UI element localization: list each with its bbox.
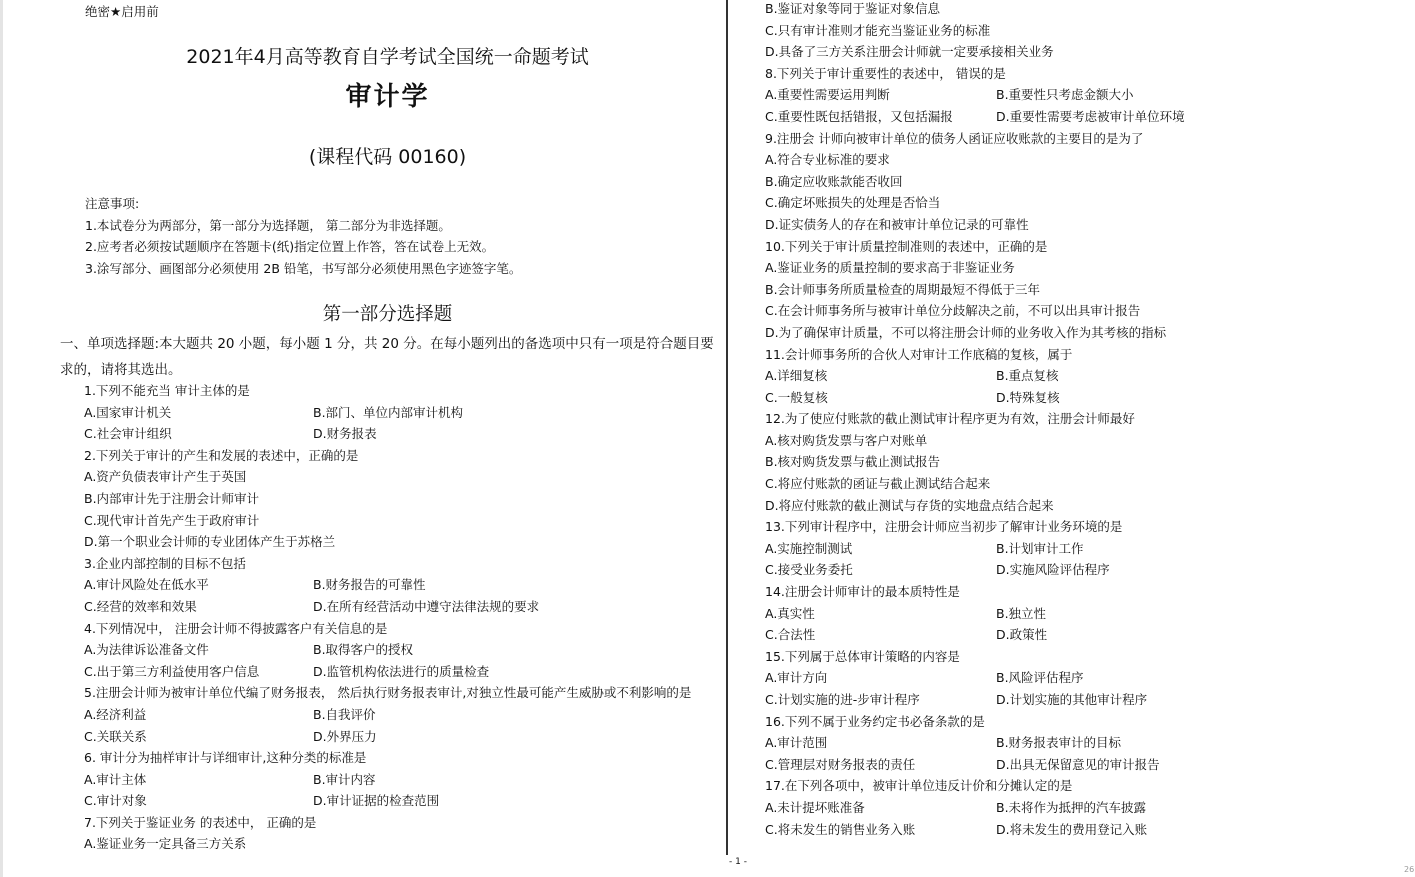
option-text: B.财务报告的可靠性 xyxy=(313,577,426,593)
option-text: D.审计证据的检查范围 xyxy=(313,793,440,809)
option-text: A.审计方向 xyxy=(765,670,828,686)
subject-title: 审计学 xyxy=(345,82,430,112)
option-text: C.重要性既包括错报，又包括漏报 xyxy=(765,108,953,124)
question-stem xyxy=(765,408,1405,430)
option-row xyxy=(765,430,1405,452)
question-text: 1.下列不能充当 审计主体的是 xyxy=(84,383,250,398)
option-text: B.独立性 xyxy=(996,605,1047,621)
confidential-label: 绝密★启用前 xyxy=(85,4,159,19)
part-one-title: 第一部分选择题 xyxy=(322,304,453,325)
option-text: B.核对购货发票与截止测试报告 xyxy=(765,454,941,470)
option-row xyxy=(84,574,724,596)
section-instructions: 一、单项选择题:本大题共 20 小题，每小题 1 分，共 20 分。在每小题列出的备选项中只有一项是符合题目要求的，请将其选出。 xyxy=(60,336,714,378)
question-stem xyxy=(765,775,1405,797)
option-text: D.将应付账款的截止测试与存货的实地盘点结合起来 xyxy=(765,497,1054,513)
option-row xyxy=(765,41,1405,63)
option-row xyxy=(84,661,724,683)
option-row xyxy=(84,423,724,445)
question-stem xyxy=(84,812,724,834)
option-text: D.出具无保留意见的审计报告 xyxy=(996,756,1160,772)
option-text: D.具备了三方关系注册会计师就一定要承接相关业务 xyxy=(765,44,1054,60)
option-row xyxy=(765,300,1405,322)
option-text: C.确定坏账损失的处理是否恰当 xyxy=(765,195,941,211)
option-row xyxy=(765,473,1405,495)
left-column-questions xyxy=(84,380,724,855)
question-stem xyxy=(765,581,1405,603)
option-row xyxy=(765,149,1405,171)
right-column-questions xyxy=(765,0,1405,840)
option-row xyxy=(765,754,1405,776)
question-text: 3.企业内部控制的目标不包括 xyxy=(84,555,246,571)
option-row xyxy=(765,538,1405,560)
option-text: D.重要性需要考虑被审计单位环境 xyxy=(996,108,1185,124)
question-text: 11.会计师事务所的合伙人对审计工作底稿的复核，属于 xyxy=(765,346,1073,362)
option-row xyxy=(84,510,724,532)
page-left-edge xyxy=(0,0,3,877)
option-text: C.经营的效率和效果 xyxy=(84,598,197,614)
option-row xyxy=(84,704,724,726)
option-row xyxy=(765,667,1405,689)
option-text: C.一般复核 xyxy=(765,389,828,405)
option-row xyxy=(765,365,1405,387)
option-row xyxy=(765,0,1405,20)
question-text: 8.下列关于审计重要性的表述中， 错误的是 xyxy=(765,65,1006,81)
option-row xyxy=(84,639,724,661)
option-row xyxy=(765,559,1405,581)
question-stem xyxy=(765,236,1405,258)
question-stem xyxy=(765,128,1405,150)
question-stem xyxy=(84,380,724,402)
option-text: C.现代审计首先产生于政府审计 xyxy=(84,512,260,528)
option-text: C.计划实施的进-步审计程序 xyxy=(765,692,920,707)
option-text: A.详细复核 xyxy=(765,368,828,384)
option-text: C.只有审计准则才能充当鉴证业务的标准 xyxy=(765,22,991,38)
option-text: A.符合专业标准的要求 xyxy=(765,152,890,168)
option-row xyxy=(84,790,724,812)
option-text: D.将未发生的费用登记入账 xyxy=(996,821,1148,837)
notes-section xyxy=(85,193,521,279)
option-text: A.国家审计机关 xyxy=(84,404,172,420)
option-text: B.取得客户的授权 xyxy=(313,642,414,658)
option-text: D.为了确保审计质量，不可以将注册会计师的业务收入作为其考核的指标 xyxy=(765,324,1167,340)
option-text: B.内部审计先于注册会计师审计 xyxy=(84,490,260,506)
page-number: - 1 - xyxy=(729,857,747,867)
option-row xyxy=(765,495,1405,517)
question-text: 7.下列关于鉴证业务 的表述中， 正确的是 xyxy=(84,814,317,830)
column-divider xyxy=(726,0,728,855)
option-text: D.实施风险评估程序 xyxy=(996,562,1110,578)
question-stem xyxy=(765,344,1405,366)
option-text: B.确定应收账款能否收回 xyxy=(765,173,903,189)
option-row xyxy=(84,531,724,553)
option-row xyxy=(765,819,1405,841)
option-text: C.合法性 xyxy=(765,627,816,643)
option-text: B.重点复核 xyxy=(996,368,1059,384)
question-stem xyxy=(765,63,1405,85)
option-text: A.审计主体 xyxy=(84,771,147,787)
note-item: 2.应考者必须按试题顺序在答题卡(纸)指定位置上作答，答在试卷上无效。 xyxy=(85,239,495,254)
notes-heading: 注意事项: xyxy=(85,196,140,211)
option-text: D.政策性 xyxy=(996,627,1048,643)
question-stem xyxy=(84,618,724,640)
option-text: A.鉴证业务的质量控制的要求高于非鉴证业务 xyxy=(765,260,1015,276)
question-text: 16.下列不属于业务约定书必备条款的是 xyxy=(765,713,985,729)
option-text: C.将应付账款的函证与截止测试结合起来 xyxy=(765,476,991,492)
question-stem xyxy=(765,711,1405,733)
option-row xyxy=(765,192,1405,214)
question-text: 5.注册会计师为被审计单位代编了财务报表， 然后执行财务报表审计,对独立性最可能产生威胁或不利影响的是 xyxy=(84,685,692,701)
question-text: 6. 审计分为抽样审计与详细审计,这种分类的标准是 xyxy=(84,750,367,766)
option-text: B.自我评价 xyxy=(313,706,376,722)
note-item: 1.本试卷分为两部分，第一部分为选择题， 第二部分为非选择题。 xyxy=(85,217,451,233)
option-text: A.经济利益 xyxy=(84,706,147,722)
option-row xyxy=(765,322,1405,344)
option-row xyxy=(84,466,724,488)
option-text: A.审计范围 xyxy=(765,735,828,751)
option-text: B.重要性只考虑金额大小 xyxy=(996,87,1134,103)
option-row xyxy=(84,402,724,424)
option-text: D.证实债务人的存在和被审计单位记录的可靠性 xyxy=(765,216,1029,232)
question-text: 15.下列属于总体审计策略的内容是 xyxy=(765,648,960,664)
option-text: B.会计师事务所质量检查的周期最短不得低于三年 xyxy=(765,281,1041,297)
option-text: D.在所有经营活动中遵守法律法规的要求 xyxy=(313,598,540,614)
option-row xyxy=(765,257,1405,279)
question-text: 10.下列关于审计质量控制准则的表述中，正确的是 xyxy=(765,238,1048,254)
question-text: 12.为了使应付账款的截止测试审计程序更为有效，注册会计师最好 xyxy=(765,411,1135,427)
option-text: C.管理层对财务报表的责任 xyxy=(765,756,916,772)
option-text: B.风险评估程序 xyxy=(996,670,1084,686)
option-text: B.鉴证对象等同于鉴证对象信息 xyxy=(765,1,941,16)
option-row xyxy=(765,20,1405,42)
option-text: D.特殊复核 xyxy=(996,389,1060,405)
option-row xyxy=(765,732,1405,754)
option-row xyxy=(765,689,1405,711)
option-text: A.鉴证业务一定具备三方关系 xyxy=(84,836,247,852)
option-text: A.资产负债表审计产生于英国 xyxy=(84,469,247,485)
question-stem xyxy=(84,553,724,575)
option-row xyxy=(765,603,1405,625)
option-row xyxy=(84,596,724,618)
option-text: B.审计内容 xyxy=(313,771,376,787)
question-text: 2.下列关于审计的产生和发展的表述中，正确的是 xyxy=(84,447,359,463)
question-text: 9.注册会 计师向被审计单位的债务人函证应收账款的主要目的是为了 xyxy=(765,130,1144,146)
option-text: A.重要性需要运用判断 xyxy=(765,87,890,103)
option-row xyxy=(765,624,1405,646)
option-text: D.计划实施的其他审计程序 xyxy=(996,692,1148,707)
option-text: D.财务报表 xyxy=(313,426,377,442)
option-row xyxy=(84,726,724,748)
option-text: A.审计风险处在低水平 xyxy=(84,577,209,593)
option-text: B.部门、单位内部审计机构 xyxy=(313,404,464,420)
option-text: D.第一个职业会计师的专业团体产生于苏格兰 xyxy=(84,534,336,550)
option-text: C.审计对象 xyxy=(84,793,147,809)
option-row xyxy=(765,279,1405,301)
exam-title: 2021年4月高等教育自学考试全国统一命题考试 xyxy=(186,46,589,68)
option-text: D.监管机构依法进行的质量检查 xyxy=(313,663,490,679)
option-text: C.社会审计组织 xyxy=(84,426,172,442)
option-text: C.在会计师事务所与被审计单位分歧解决之前，不可以出具审计报告 xyxy=(765,303,1141,319)
option-row xyxy=(765,797,1405,819)
question-text: 14.注册会计师审计的最本质特性是 xyxy=(765,584,960,600)
question-text: 13.下列审计程序中，注册会计师应当初步了解审计业务环境的是 xyxy=(765,519,1123,535)
option-row xyxy=(765,171,1405,193)
course-code: (课程代码 00160) xyxy=(308,146,467,168)
question-stem xyxy=(84,682,724,704)
option-row xyxy=(765,451,1405,473)
option-text: C.将未发生的销售业务入账 xyxy=(765,821,916,837)
note-item: 3.涂写部分、画图部分必须使用 2B 铅笔，书写部分必须使用黑色字迹签字笔。 xyxy=(85,260,522,276)
option-text: D.外界压力 xyxy=(313,728,377,744)
question-stem xyxy=(84,747,724,769)
question-text: 17.在下列各项中，被审计单位违反计价和分摊认定的是 xyxy=(765,778,1073,794)
option-row xyxy=(765,214,1405,236)
question-stem xyxy=(84,445,724,467)
question-stem xyxy=(765,646,1405,668)
option-text: A.未计提坏账准备 xyxy=(765,799,865,815)
option-text: A.核对购货发票与客户对账单 xyxy=(765,432,928,448)
question-stem xyxy=(765,516,1405,538)
option-text: A.为法律诉讼准备文件 xyxy=(84,642,209,658)
corner-mark: 26 xyxy=(1404,865,1415,874)
option-text: C.出于第三方利益使用客户信息 xyxy=(84,663,260,679)
option-text: C.关联关系 xyxy=(84,728,147,744)
option-text: B.财务报表审计的目标 xyxy=(996,735,1122,751)
option-text: A.实施控制测试 xyxy=(765,540,853,556)
option-text: C.接受业务委托 xyxy=(765,562,853,578)
option-text: B.未将作为抵押的汽车披露 xyxy=(996,799,1147,815)
option-row xyxy=(765,106,1405,128)
option-row xyxy=(84,833,724,855)
question-text: 4.下列情况中， 注册会计师不得披露客户有关信息的是 xyxy=(84,620,388,636)
option-row xyxy=(84,488,724,510)
option-row xyxy=(84,769,724,791)
option-text: A.真实性 xyxy=(765,605,815,621)
option-row xyxy=(765,84,1405,106)
option-text: B.计划审计工作 xyxy=(996,540,1084,556)
option-row xyxy=(765,387,1405,409)
